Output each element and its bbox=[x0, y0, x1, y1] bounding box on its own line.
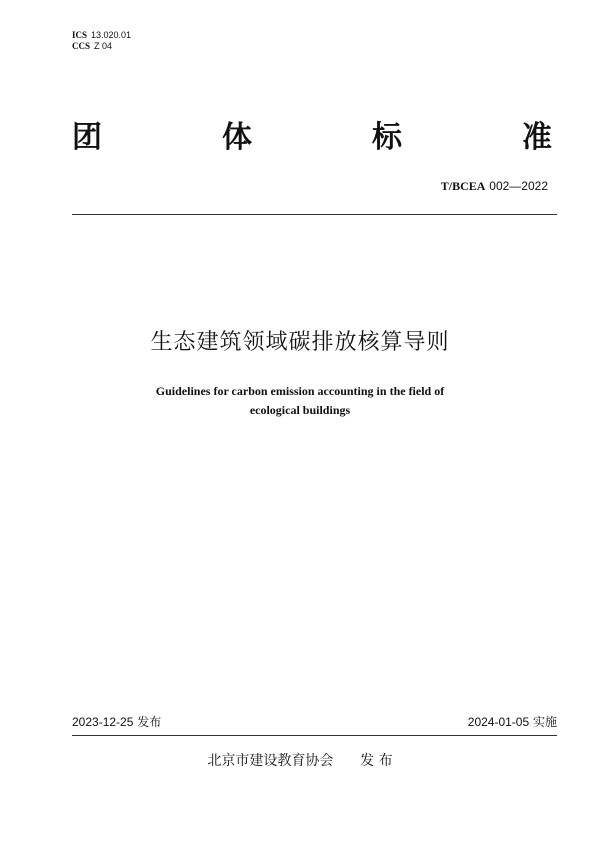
title-english bbox=[100, 382, 500, 420]
implement-date bbox=[468, 714, 557, 730]
standard-code-number: 002—2022 bbox=[489, 179, 548, 193]
publisher-line bbox=[0, 752, 600, 770]
implement-date-value: 2024-01-05 bbox=[467, 715, 530, 729]
publisher-organization: 北京市建设教育协会 bbox=[207, 753, 334, 769]
issue-date bbox=[72, 714, 161, 730]
ics-code bbox=[72, 30, 131, 41]
title-chinese: 生态建筑领域碳排放核算导则 bbox=[150, 330, 450, 355]
ics-label: ICS bbox=[72, 30, 88, 40]
footer-divider bbox=[72, 735, 557, 736]
standard-type-char-1: 团 bbox=[72, 120, 102, 155]
standard-code bbox=[441, 178, 548, 194]
title-english-line-1: Guidelines for carbon emission accounting in the field of bbox=[155, 384, 445, 398]
header-divider bbox=[72, 214, 557, 215]
ics-value: 13.020.01 bbox=[91, 30, 132, 40]
standard-type-heading bbox=[72, 118, 552, 158]
publisher-action: 发 布 bbox=[360, 753, 393, 769]
title-english-line-2: ecological buildings bbox=[249, 403, 351, 417]
standard-code-prefix: T/BCEA bbox=[440, 179, 486, 193]
implement-date-label: 实施 bbox=[532, 715, 557, 729]
issue-date-value: 2023-12-25 bbox=[72, 715, 134, 729]
ccs-label: CCS bbox=[72, 41, 91, 51]
standard-type-char-2: 体 bbox=[222, 120, 252, 155]
standard-type-char-3: 标 bbox=[372, 120, 402, 155]
ccs-code bbox=[72, 41, 112, 52]
issue-date-label: 发布 bbox=[137, 715, 162, 729]
standard-type-char-4: 准 bbox=[522, 120, 552, 155]
ccs-value: Z 04 bbox=[94, 41, 113, 51]
